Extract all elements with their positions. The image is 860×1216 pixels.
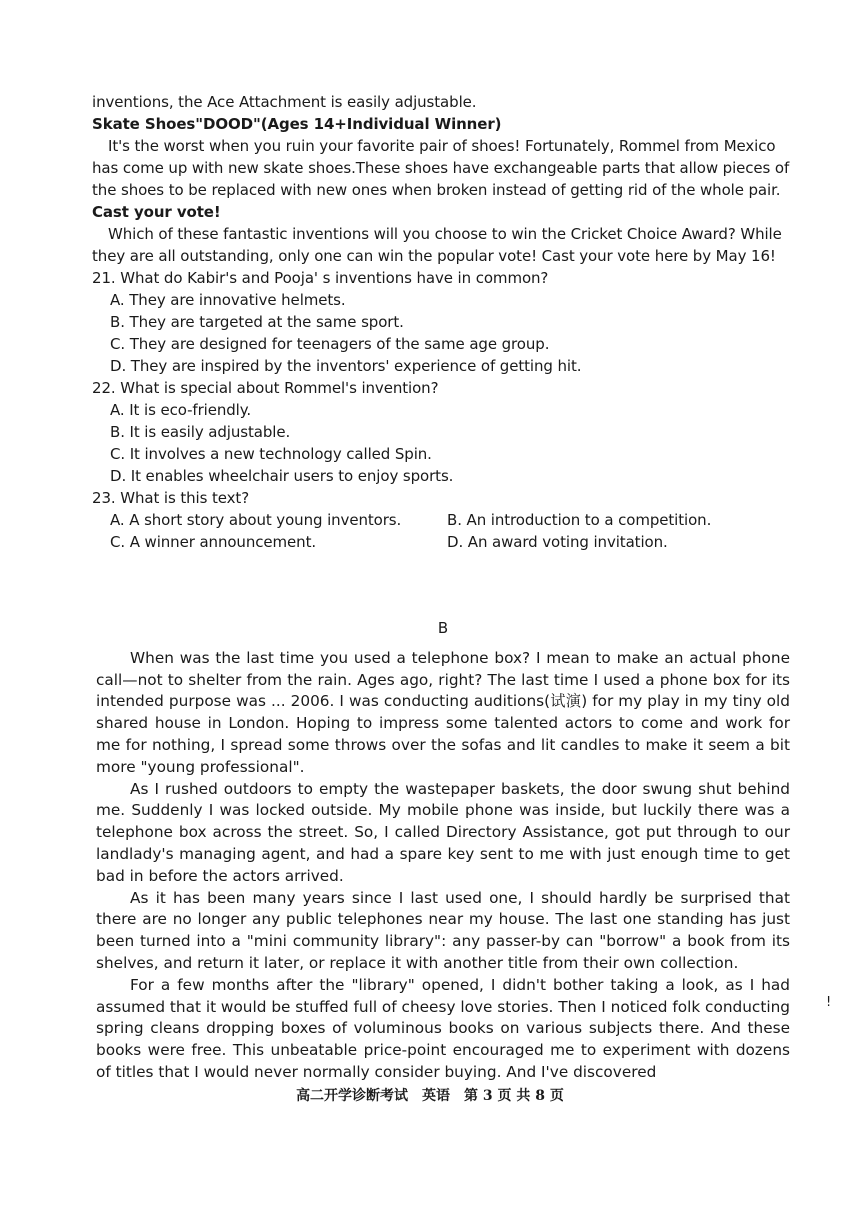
question-23 [92, 487, 792, 553]
question-stem: 21. What do Kabir's and Pooja' s inventions have in common? [92, 269, 549, 287]
passage-paragraph-1: When was the last time you used a telephone box? I mean to make an actual phone call—not to shelter from the rain. Ages ago, right? The last time I used a phone box for its intended purpose was ... 2006. I was conducting auditions(试演) for my play in my tiny old shared house in London. Hoping to impress some talented actors to come and work for me for nothing, I spread some throws over the sofas and lit candles to make it seem a bit more "young professional". [96, 648, 790, 776]
option-a: A. A short story about young inventors. [110, 511, 402, 529]
section-label: B [437, 619, 449, 637]
option-c: C. They are designed for teenagers of the same age group. [110, 335, 550, 353]
skate-paragraph: It's the worst when you ruin your favorite pair of shoes! Fortunately, Rommel from Mexico has come up with new skate shoes.These shoes have exchangeable parts that allow pieces of the shoes to be replaced with new ones when broken instead of getting rid of the whole pair. [92, 137, 790, 199]
options-row [110, 509, 792, 531]
vote-heading: Cast your vote! [92, 203, 221, 221]
option-b: B. It is easily adjustable. [110, 423, 291, 441]
option-c: C. It involves a new technology called Spin. [110, 445, 432, 463]
option-a: A. They are innovative helmets. [110, 291, 346, 309]
intro-line: inventions, the Ace Attachment is easily adjustable. [92, 93, 477, 111]
passage-paragraph-3: As it has been many years since I last used one, I should hardly be surprised that there are no longer any public telephones near my house. The last one standing has just been turned into a "mini community library": any passer-by can "borrow" a book from its shelves, and return it later, or replace it with another title from their own collection. [96, 888, 790, 972]
option-b: B. They are targeted at the same sport. [110, 313, 404, 331]
question-22 [92, 377, 792, 487]
part-b [96, 618, 790, 1084]
question-stem: 23. What is this text? [92, 489, 250, 507]
option-b: B. An introduction to a competition. [447, 511, 712, 529]
option-d: D. They are inspired by the inventors' experience of getting hit. [110, 357, 582, 375]
passage-paragraph-4: For a few months after the "library" opened, I didn't bother taking a look, as I had assumed that it would be stuffed full of cheesy love stories. Then I noticed folk conducting spring cleans dropping boxes of voluminous books on various subjects there. And these books were free. This unbeatable price-point encouraged me to experiment with dozens of titles that I would never normally consider buying. And I've discovered [96, 975, 790, 1081]
options-row [110, 531, 792, 553]
option-a: A. It is eco-friendly. [110, 401, 252, 419]
passage-paragraph-2: As I rushed outdoors to empty the wastepaper baskets, the door swung shut behind me. Suddenly I was locked outside. My mobile phone was inside, but luckily there was a telephone box across the street. So, I called Directory Assistance, got put through to our landlady's managing agent, and had a spare key sent to me with just enough time to get bad in before the actors arrived. [96, 779, 790, 885]
question-stem: 22. What is special about Rommel's invention? [92, 379, 439, 397]
option-d: D. An award voting invitation. [447, 533, 668, 551]
option-c: C. A winner announcement. [110, 533, 317, 551]
skate-heading: Skate Shoes"DOOD"(Ages 14+Individual Winner) [92, 115, 502, 133]
vote-paragraph: Which of these fantastic inventions will you choose to win the Cricket Choice Award? While they are all outstanding, only one can win the popular vote! Cast your vote here by May 16! [92, 225, 782, 265]
margin-mark: ! [826, 995, 832, 1010]
page-footer: 高二开学诊断考试 英语 第 3 页 共 8 页 [296, 1088, 564, 1104]
option-d: D. It enables wheelchair users to enjoy sports. [110, 467, 454, 485]
question-21 [92, 267, 792, 377]
part-a [92, 91, 792, 553]
